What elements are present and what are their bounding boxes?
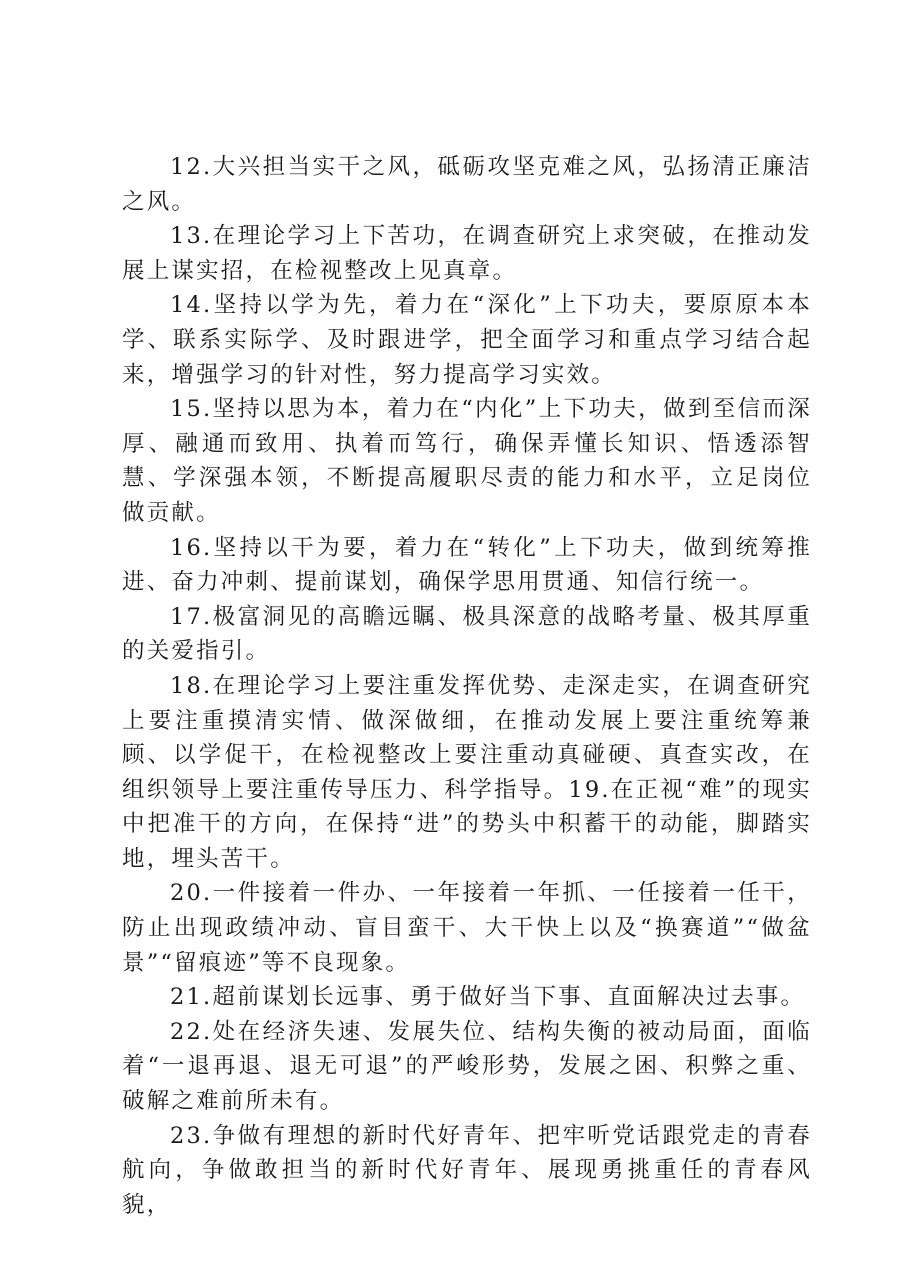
paragraph-16: 16.坚持以干为要，着力在“转化”上下功夫，做到统筹推进、奋力冲刺、提前谋划，确保学思用贯通、知信行统一。 — [122, 534, 812, 596]
paragraph-18-19: 18.在理论学习上要注重发挥优势、走深走实，在调查研究上要注重摸清实情、做深做细，在推动发展上要注重统筹兼顾、以学促干，在检视整改上要注重动真碰硬、真查实改，在组织领导上要注重传导压力、科学指导。19.在正视“难”的现实中把准干的方向，在保持“进”的势头中积蓄干的动能，脚踏实地，埋头苦干。 — [122, 672, 812, 872]
paragraph-21: 21.超前谋划长远事、勇于做好当下事、直面解决过去事。 — [170, 984, 806, 1011]
paragraph-22: 22.处在经济失速、发展失位、结构失衡的被动局面，面临着“一退再退、退无可退”的严峻形势，发展之困、积弊之重、破解之难前所未有。 — [122, 1018, 812, 1115]
paragraph-13: 13.在理论学习上下苦功，在调查研究上求突破，在推动发展上谋实招，在检视整改上见真章。 — [122, 223, 812, 284]
paragraph-17: 17.极富洞见的高瞻远瞩、极具深意的战略考量、极其厚重的关爱指引。 — [122, 603, 812, 665]
paragraph-23: 23.争做有理想的新时代好青年、把牢听党话跟党走的青春航向，争做敢担当的新时代好青年、展现勇挑重任的青春风貌， — [122, 1122, 812, 1218]
document-body — [122, 150, 812, 1222]
paragraph-12: 12.大兴担当实干之风，砥砺攻坚克难之风，弘扬清正廉洁之风。 — [122, 154, 812, 215]
paragraph-14: 14.坚持以学为先，着力在“深化”上下功夫，要原原本本学、联系实际学、及时跟进学，把全面学习和重点学习结合起来，增强学习的针对性，努力提高学习实效。 — [122, 292, 812, 388]
paragraph-15: 15.坚持以思为本，着力在“内化”上下功夫，做到至信而深厚、融通而致用、执着而笃行，确保弄懂长知识、悟透添智慧、学深强本领，不断提高履职尽责的能力和水平，立足岗位做贡献。 — [122, 396, 812, 526]
paragraph-20: 20.一件接着一件办、一年接着一年抓、一任接着一任干，防止出现政绩冲动、盲目蛮干、大干快上以及“换赛道”“做盆景”“留痕迹”等不良现象。 — [122, 880, 812, 976]
